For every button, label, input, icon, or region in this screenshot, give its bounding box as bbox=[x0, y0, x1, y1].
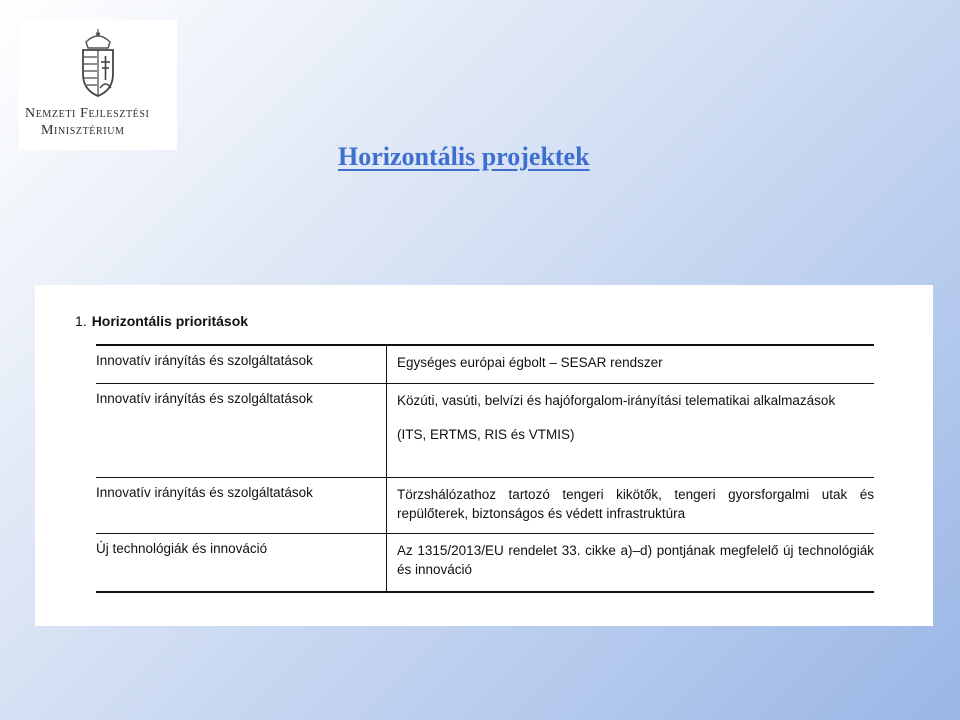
section-title: Horizontális prioritások bbox=[91, 313, 249, 329]
table-row bbox=[96, 383, 874, 477]
hungarian-coat-of-arms-icon bbox=[78, 28, 118, 98]
table-cell-right: Közúti, vasúti, belvízi és hajóforgalom-irányítási telematikai alkalmazások (ITS, ERTMS, RIS és VTMIS) bbox=[397, 393, 836, 442]
table-cell-left: Új technológiák és innováció bbox=[96, 534, 387, 591]
section-heading bbox=[75, 313, 248, 329]
page-title: Horizontális projektek bbox=[338, 142, 590, 171]
table-cell-left: Innovatív irányítás és szolgáltatások bbox=[96, 478, 387, 533]
table-cell-right: Egységes európai égbolt – SESAR rendszer bbox=[397, 355, 663, 370]
table-row bbox=[96, 477, 874, 533]
table-cell-left: Innovatív irányítás és szolgáltatások bbox=[96, 346, 387, 383]
table-row bbox=[96, 346, 874, 383]
table-cell-right: Az 1315/2013/EU rendelet 33. cikke a)–d) pontjának megfelelő új technológiák és innováció bbox=[397, 543, 874, 577]
table-row bbox=[96, 533, 874, 591]
logo-text-line1: Nemzeti Fejlesztési bbox=[25, 106, 150, 121]
ministry-logo bbox=[19, 20, 177, 150]
table-cell-left: Innovatív irányítás és szolgáltatások bbox=[96, 384, 387, 477]
section-number: 1. bbox=[75, 313, 87, 329]
table-cell-right: Törzshálózathoz tartozó tengeri kikötők, tengeri gyorsforgalmi utak és repülőterek, biztonságos és védett infrastruktúra bbox=[397, 487, 874, 521]
logo-text-line2: Minisztérium bbox=[41, 123, 125, 138]
document-excerpt bbox=[35, 285, 933, 626]
priorities-table bbox=[96, 344, 874, 593]
